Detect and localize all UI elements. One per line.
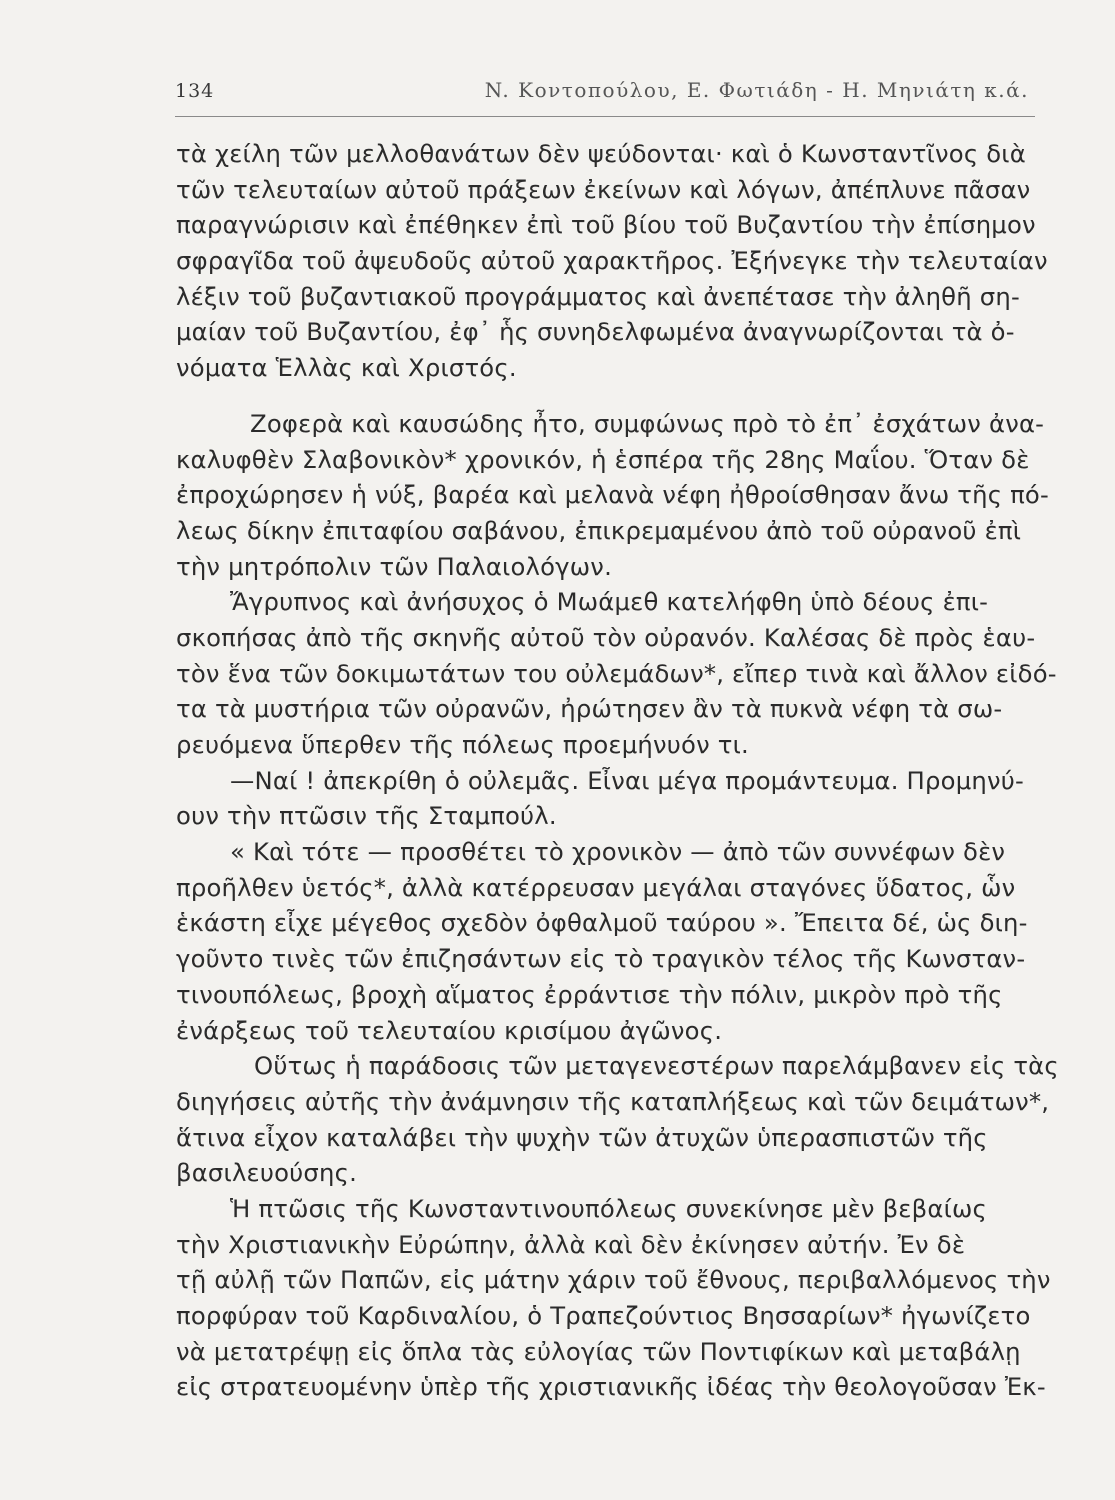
text-line: τῶν τελευταίων αὐτοῦ πράξεων ἐκείνων καὶ λόγων, ἀπέπλυνε πᾶσαν	[176, 174, 1031, 204]
text-line: ἅτινα εἶχον καταλάβει τὴν ψυχὴν τῶν ἀτυχῶν ὑπερασπιστῶν τῆς	[176, 1122, 988, 1152]
text-line: νὰ μετατρέψῃ εἰς ὅπλα τὰς εὐλογίας τῶν Ποντιφίκων καὶ μεταβάλῃ	[176, 1336, 1021, 1366]
text-line: σφραγῖδα τοῦ ἀψευδοῦς αὐτοῦ χαρακτῆρος. Ἐξήνεγκε τὴν τελευταίαν	[176, 246, 1048, 276]
running-head: N. Κοντοπούλου, Ε. Φωτιάδη - Η. Μηνιάτη κ.ά.	[484, 78, 1029, 102]
text-line: γοῦντο τινὲς τῶν ἐπιζησάντων εἰς τὸ τραγικὸν τέλος τῆς Κωνσταν-	[176, 944, 1026, 974]
page-header	[175, 74, 1035, 108]
text-line: Ζοφερὰ καὶ καυσώδης ἦτο, συμφώνως πρὸ τὸ ἐπ᾽ ἐσχάτων ἀνα-	[250, 408, 1045, 438]
text-line: τα τὰ μυστήρια τῶν οὐρανῶν, ἠρώτησεν ἂν τὰ πυκνὰ νέφη τὰ σω-	[176, 694, 1003, 724]
text-line: εἰς στρατευομένην ὑπὲρ τῆς χριστιανικῆς ἰδέας τὴν θεολογοῦσαν Ἐκ-	[176, 1372, 1046, 1402]
text-line: ουν τὴν πτῶσιν τῆς Σταμπούλ.	[176, 801, 557, 831]
text-line: νόματα Ἑλλὰς καὶ Χριστός.	[176, 353, 517, 383]
text-line: καλυφθὲν Σλαβονικὸν* χρονικόν, ἡ ἑσπέρα τῆς 28ης Μαΐου. Ὅταν δὲ	[176, 444, 1030, 474]
text-line: βασιλευούσης.	[176, 1158, 358, 1188]
text-line: λεως δίκην ἐπιταφίου σαβάνου, ἐπικρεμαμένου ἀπὸ τοῦ οὐρανοῦ ἐπὶ	[176, 515, 1022, 545]
body-text	[176, 136, 1059, 1405]
text-line: τὴν μητρόπολιν τῶν Παλαιολόγων.	[176, 551, 612, 581]
text-line: τὰ χείλη τῶν μελλοθανάτων δὲν ψεύδονται· καὶ ὁ Κωνσταντῖνος διὰ	[176, 139, 1026, 168]
text-line: « Καὶ τότε — προσθέτει τὸ χρονικὸν — ἀπὸ τῶν συννέφων δὲν	[230, 837, 1006, 867]
text-line: —Ναί ! ἀπεκρίθη ὁ οὐλεμᾶς. Εἶναι μέγα προμάντευμα. Προμηνύ-	[230, 765, 1024, 795]
text-line: τὴν Χριστιανικὴν Εὐρώπην, ἀλλὰ καὶ δὲν ἐκίνησεν αὐτήν. Ἐν δὲ	[176, 1229, 966, 1259]
text-line: σκοπήσας ἀπὸ τῆς σκηνῆς αὐτοῦ τὸν οὐρανόν. Καλέσας δὲ πρὸς ἑαυ-	[176, 622, 1036, 652]
text-line: τινουπόλεως, βροχὴ αἵματος ἐρράντισε τὴν πόλιν, μικρὸν πρὸ τῆς	[176, 979, 1003, 1009]
text-line: μαίαν τοῦ Βυζαντίου, ἐφ᾽ ἧς συνηδελφωμένα ἀναγνωρίζονται τὰ ὀ-	[176, 317, 1015, 347]
text-line: παραγνώρισιν καὶ ἐπέθηκεν ἐπὶ τοῦ βίου τοῦ Βυζαντίου τὴν ἐπίσημον	[176, 210, 1036, 240]
text-line: Ἡ πτῶσις τῆς Κωνσταντινουπόλεως συνεκίνησε μὲν βεβαίως	[230, 1193, 987, 1223]
text-line: τῇ αὐλῇ τῶν Παπῶν, εἰς μάτην χάριν τοῦ ἔθνους, περιβαλλόμενος τὴν	[176, 1265, 1051, 1295]
text-line: προῆλθεν ὑετός*, ἀλλὰ κατέρρευσαν μεγάλαι σταγόνες ὕδατος, ὧν	[176, 872, 1016, 902]
text-line: ἐπροχώρησεν ἡ νύξ, βαρέα καὶ μελανὰ νέφη ἠθροίσθησαν ἄνω τῆς πό-	[176, 480, 1049, 510]
text-line: πορφύραν τοῦ Καρδιναλίου, ὁ Τραπεζούντιος Βησσαρίων* ἠγωνίζετο	[176, 1301, 1031, 1330]
text-line: ἐνάρξεως τοῦ τελευταίου κρισίμου ἀγῶνος.	[176, 1015, 723, 1045]
text-line: λέξιν τοῦ βυζαντιακοῦ προγράμματος καὶ ἀνεπέτασε τὴν ἀληθῆ ση-	[176, 281, 1020, 311]
text-line: ἑκάστη εἶχε μέγεθος σχεδὸν ὀφθαλμοῦ ταύρου ». Ἔπειτα δέ, ὡς διη-	[176, 908, 1028, 938]
page-number: 134	[175, 80, 215, 102]
header-rule	[175, 116, 1035, 117]
paragraph-gap	[176, 386, 1048, 406]
text-line: Οὕτως ἡ παράδοσις τῶν μεταγενεστέρων παρελάμβανεν εἰς τὰς	[254, 1051, 1059, 1081]
text-line: διηγήσεις αὐτῆς τὴν ἀνάμνησιν τῆς καταπλήξεως καὶ τῶν δειμάτων*,	[176, 1086, 1050, 1116]
text-line: Ἄγρυπνος καὶ ἀνήσυχος ὁ Μωάμεθ κατελήφθη ὑπὸ δέους ἐπι-	[230, 587, 989, 617]
text-line: τὸν ἕνα τῶν δοκιμωτάτων του οὐλεμάδων*, εἴπερ τινὰ καὶ ἄλλον εἰδό-	[176, 658, 1057, 688]
text-line: ρευόμενα ὕπερθεν τῆς πόλεως προεμήνυόν τι.	[176, 730, 749, 759]
